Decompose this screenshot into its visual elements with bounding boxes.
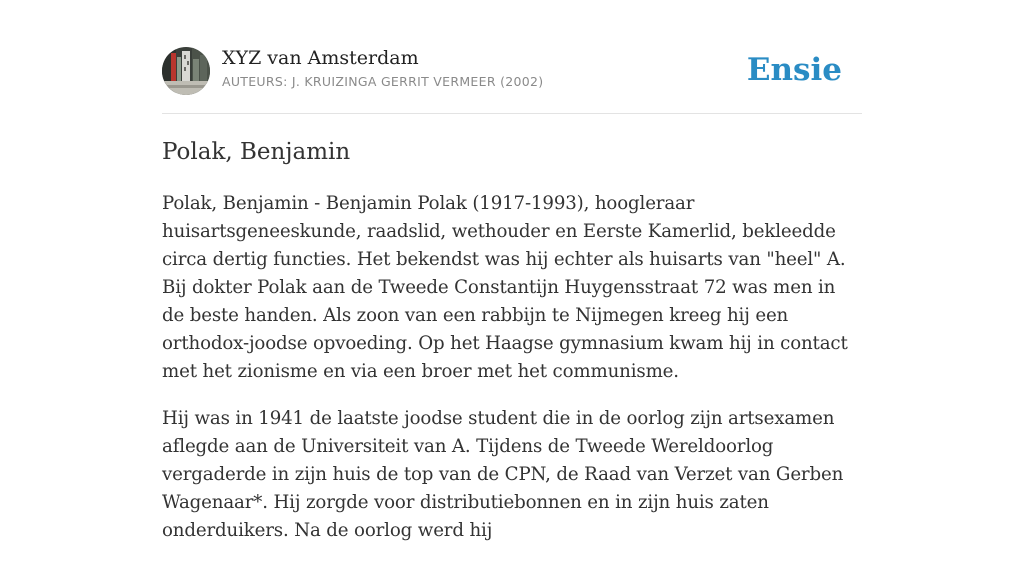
entry-content <box>162 190 862 564</box>
entry-paragraph: Polak, Benjamin - Benjamin Polak (1917-1993), hoogleraar huisartsgeneeskunde, raadslid, wethouder en Eerste Kamerlid, bekleedde circa dertig functies. Het bekendst was hij echter als huisarts van "heel" A. Bij dokter Polak aan de Tweede Constantijn Huygensstraat 72 was men in de beste handen. Als zoon van een rabbijn te Nijmegen kreeg hij een orthodox-joodse opvoeding. Op het Haagse gymnasium kwam hij in contact met het zionisme en via een broer met het communisme. <box>162 193 848 382</box>
book-cover-avatar[interactable] <box>162 47 210 95</box>
entry-paragraph: Hij was in 1941 de laatste joodse student die in de oorlog zijn artsexamen aflegde aan de Universiteit van A. Tijdens de Tweede Wereldoorlog vergaderde in zijn huis de top van de CPN, de Raad van Verzet van Gerben Wagenaar*. Hij zorgde voor distributiebonnen en in zijn huis zaten onderduikers. Na de oorlog werd hij <box>162 408 844 541</box>
book-authors: AUTEURS: J. KRUIZINGA GERRIT VERMEER (2002) <box>222 74 544 89</box>
book-title[interactable]: XYZ van Amsterdam <box>222 47 419 69</box>
entry-title: Polak, Benjamin <box>162 139 351 165</box>
header-divider <box>162 113 862 114</box>
ensie-logo[interactable]: Ensie <box>746 52 842 88</box>
book-header <box>162 46 862 96</box>
